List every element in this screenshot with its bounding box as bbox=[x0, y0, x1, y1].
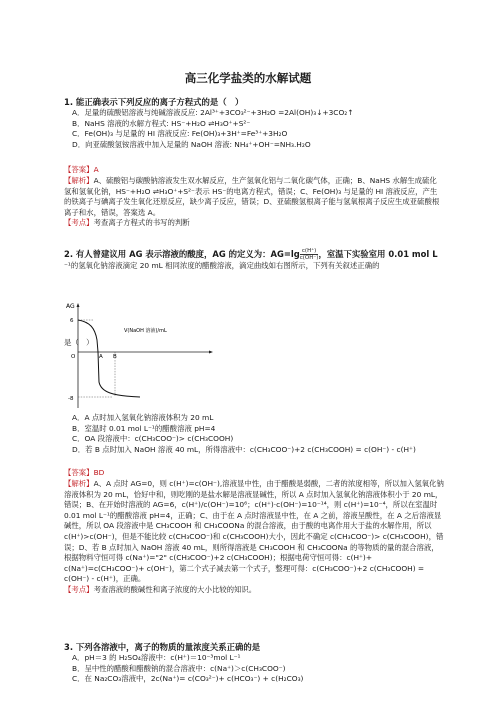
question-2-stem bbox=[64, 248, 444, 261]
analysis-tag: 【解析】 bbox=[64, 478, 94, 488]
question-1-analysis bbox=[64, 176, 444, 218]
question-2-stem-b: ，室温下实验室用 0.01 mol L bbox=[318, 249, 438, 259]
question-1-option-b: B．NaHS 溶液的水解方程式: HS⁻+H₂O ⇌H₃O⁺+S²⁻ bbox=[72, 118, 251, 128]
titration-curve-graph bbox=[68, 300, 216, 412]
question-3-option-a: A．pH＝3 的 H₂SO₄溶液中：c(H⁺)＝10⁻³mol L⁻¹ bbox=[72, 653, 241, 662]
y-tick-top: 6 bbox=[70, 318, 74, 324]
question-3-stem: 3. 下列各溶液中，离子的物质的量浓度关系正确的是 bbox=[64, 642, 261, 652]
question-2-analysis bbox=[64, 479, 444, 585]
question-1-stem: 1. 能正确表示下列反应的离子方程式的是（ ） bbox=[64, 97, 244, 107]
question-3-option-c: C．在 Na₂CO₃溶液中，2c(Na⁺)= c(CO₃²⁻)+ c(HCO₃⁻) + c(H₂CO₃) bbox=[72, 674, 304, 684]
question-2-option-a: A．A 点时加入氢氧化钠溶液体积为 20 mL bbox=[72, 413, 214, 422]
ag-fraction bbox=[300, 248, 319, 261]
x-axis-label: V(NaOH 溶液)/mL bbox=[124, 328, 167, 334]
question-2-body bbox=[64, 413, 444, 596]
question-1-answer bbox=[64, 165, 444, 176]
question-2-option-d: D．若 B 点时加入 NaOH 溶液 40 mL，所得溶液中：c(CH₃COO⁻)+2 c(CH₃COOH) = c(OH⁻) - c(H⁺) bbox=[72, 444, 416, 454]
y-axis-label: AG bbox=[66, 303, 75, 310]
point-text: 考查离子方程式的书写的判断 bbox=[93, 218, 190, 228]
question-2-option-b: B．室温时 0.01 mol L⁻¹的醋酸溶液 pH=4 bbox=[72, 423, 216, 433]
question-1-point bbox=[64, 218, 444, 229]
answer-tag: 【答案】 bbox=[64, 468, 94, 478]
x-axis-arrow bbox=[209, 351, 213, 354]
question-2-stem-a: 2. 有人曾建议用 AG 表示溶液的酸度，AG 的定义为：AG=lg bbox=[64, 249, 300, 259]
y-tick-bottom: -8 bbox=[68, 396, 74, 402]
point-tag: 【考点】 bbox=[64, 218, 94, 228]
question-1 bbox=[64, 97, 444, 229]
question-2-stem-d: 是（ ） bbox=[64, 338, 94, 347]
page-title: 高三化学盐类的水解试题 bbox=[184, 71, 312, 85]
question-3-option-b: B．呈中性的醋酸和醋酸钠的混合溶液中：c(Na⁺)＞c(CH₃COO⁻) bbox=[72, 663, 286, 673]
answer-tag: 【答案】 bbox=[64, 165, 94, 175]
question-2-option-c: C．OA 段溶液中：c(CH₃COO⁻)> c(CH₃COOH) bbox=[72, 434, 234, 444]
question-2-answer bbox=[64, 468, 444, 479]
answer-value: A bbox=[93, 165, 99, 175]
question-2 bbox=[64, 248, 444, 272]
point-b-label: B bbox=[113, 354, 117, 360]
question-3 bbox=[64, 642, 444, 685]
point-text: 考查溶液的酸碱性和离子浓度的大小比较的知识。 bbox=[93, 584, 257, 594]
fraction-numerator: c(H⁺) bbox=[300, 248, 319, 255]
y-axis-arrow bbox=[77, 303, 80, 307]
answer-value: BD bbox=[93, 468, 105, 478]
analysis-text: A、硫酸铝与碳酸钠溶液发生双水解反应，生产氢氧化铝与二氧化碳气体，正确；B、NaHS 水解生成硫化氢和氢氧化钠，HS⁻+H₂O ⇌H₃O⁺+S²⁻表示 HS⁻的电离方程式，错误；C、Fe(OH)₃ 与足量的 HI 溶液反应，产生的铁离子与碘离子发生氧化还原反应，缺少离子反应，错误；D、亚硫酸氢根离子能与氢氧根离子反应生成亚硫酸根离子和水，错误，答案选 A。 bbox=[64, 175, 440, 217]
analysis-text: A、A 点时 AG=0，则 c(H⁺)=c(OH⁻),溶液显中性，由于醋酸是弱酸，二者的浓度相等，所以加入氢氧化钠溶液体积为 20 mL，恰好中和，则吃刚的是盐水解是溶液显碱性，所以 A 点时加入氢氧化钠溶液体积小于 20 mL，错误；B、在开始时溶液的 AG=6，c(H⁺)/c(OH⁻)=10⁶；c(H⁺)·c(OH⁻)=10⁻¹⁴，则 c(H⁺)=10⁻⁴，所以在室温时 0.01 mol L⁻¹的醋酸溶液 pH=4，正确；C、由于在 A 点时溶液显中性，在 A 之前，溶液呈酸性，在 A 之后溶液显碱性，所以 OA 段溶液中是 CH₃COOH 和 CH₃COONa 的混合溶液，由于酸的电离作用大于盐的水解作用，所以 c(H⁺)>c(OH⁻)，但是不能比较 c(CH₃COO⁻)和 c(CH₃COOH)大小，因此不确定 c(CH₃COO⁻)> c(CH₃COOH)，错误；D、若 B 点时加入 NaOH 溶液 40 mL，则所得溶液是 CH₃COOH 和 CH₃COONa 的等物质的量的混合溶液，根据物料守恒可得 c(Na⁺)="2" c(CH₃COO⁻)+2 c(CH₃COOH)；根据电荷守恒可得：c(H⁺)+ c(Na⁺)=c(CH₃COO⁻)+ c(OH⁻)，第二个式子减去第一个式子，整理可得：c(CH₃COO⁻)+2 c(CH₃COOH) = c(OH⁻) - c(H⁺)，正确。 bbox=[64, 478, 444, 584]
question-2-stem-c: ⁻¹的氢氧化钠溶液滴定 20 mL 相同浓度的醋酸溶液，滴定曲线如右图所示，下列有关叙述正确的 bbox=[64, 261, 380, 270]
question-1-option-a: A．足量的硫酸铝溶液与纯碱溶液反应: 2Al³⁺+3CO₃²⁻+3H₂O =2Al(OH)₃↓+3CO₂↑ bbox=[72, 108, 354, 117]
point-a-label: A bbox=[99, 354, 103, 360]
analysis-tag: 【解析】 bbox=[64, 175, 94, 185]
fraction-denominator: c(OH⁻) bbox=[299, 255, 319, 261]
point-tag: 【考点】 bbox=[64, 584, 94, 594]
question-2-point bbox=[64, 585, 444, 596]
question-1-option-d: D．向亚硫酸氢铵溶液中加入足量的 NaOH 溶液: NH₄⁺+OH⁻=NH₃.H₂O bbox=[72, 139, 311, 149]
question-1-option-c: C．Fe(OH)₃ 与足量的 HI 溶液反应: Fe(OH)₃+3H⁺=Fe³⁺+3H₂O bbox=[72, 129, 288, 139]
origin-label: O bbox=[71, 354, 76, 360]
